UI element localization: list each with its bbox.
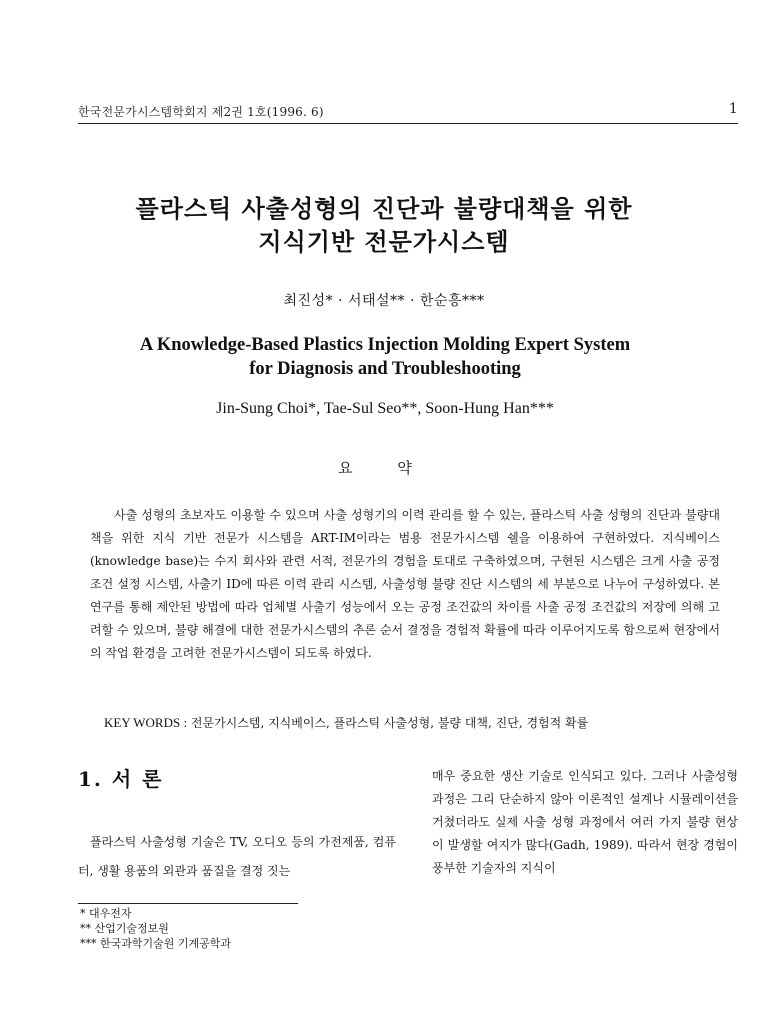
keywords xyxy=(104,714,724,731)
keywords-value: 전문가시스템, 지식베이스, 플라스틱 사출성형, 불량 대책, 진단, 경험적 확률 xyxy=(190,716,589,730)
english-title xyxy=(60,333,710,381)
footnote-1: * 대우전자 xyxy=(80,907,132,920)
running-header xyxy=(78,103,738,120)
korean-authors: 최진성* · 서태설** · 한순흥*** xyxy=(283,293,485,309)
body-column-right xyxy=(432,765,738,880)
abstract-heading: 요 약 xyxy=(338,459,432,477)
body-column-left xyxy=(78,828,396,886)
page-number: 1 xyxy=(728,101,738,117)
english-title-line-1: A Knowledge-Based Plastics Injection Molding Expert System xyxy=(139,335,631,355)
footnote-3: *** 한국과학기술원 기계공학과 xyxy=(80,937,232,950)
abstract-body xyxy=(90,504,720,665)
korean-title xyxy=(60,193,708,259)
section-heading-introduction: 1. 서 론 xyxy=(78,767,164,791)
body-paragraph-right: 매우 중요한 생산 기술로 인식되고 있다. 그러나 사출성형 과정은 그리 단순하지 않아 이론적인 설계나 시뮬레이션을 거쳤더라도 실제 사출 성형 과정에서 여러 가지 불량 현상이 발생할 여지가 많다(Gadh, 1989). 따라서 현장 경험이 풍부한 기술자의 지식이 xyxy=(432,769,738,875)
korean-title-line-2: 지식기반 전문가시스템 xyxy=(258,228,510,256)
footnote-2: ** 산업기술정보원 xyxy=(80,922,169,935)
journal-citation: 한국전문가시스템학회지 제2권 1호(1996. 6) xyxy=(78,105,324,119)
english-title-line-2: for Diagnosis and Troubleshooting xyxy=(249,359,521,379)
header-rule xyxy=(78,123,738,124)
footnotes xyxy=(80,906,380,951)
abstract-paragraph: 사출 성형의 초보자도 이용할 수 있으며 사출 성형기의 이력 관리를 할 수 있는, 플라스틱 사출 성형의 진단과 불량대책을 위한 지식 기반 전문가 시스템을 ART-IM이라는 범용 전문가시스템 쉘을 이용하여 구현하였다. 지식베이스(knowledge base)는 수지 회사와 관련 서적, 전문가의 경험을 토대로 구축하였으며, 구현된 시스템은 크게 사출 공정 조건 설정 시스템, 사출기 ID에 따른 이력 관리 시스템, 사출성형 불량 진단 시스템의 세 부분으로 나누어 구성하였다. 본 연구를 통해 제안된 방법에 따라 업체별 사출기 성능에서 오는 공정 조건값의 차이를 사출 공정 조건값의 저장에 의해 고려할 수 있으며, 불량 해결에 대한 전문가시스템의 추론 순서 결정을 경험적 확률에 따라 이루어지도록 함으로써 현장에서의 작업 환경을 고려한 전문가시스템이 되도록 하였다. xyxy=(90,508,720,660)
korean-title-line-1: 플라스틱 사출성형의 진단과 불량대책을 위한 xyxy=(135,195,633,223)
english-authors: Jin-Sung Choi*, Tae-Sul Seo**, Soon-Hung Han*** xyxy=(216,400,554,417)
body-paragraph-left: 플라스틱 사출성형 기술은 TV, 오디오 등의 가전제품, 컴퓨터, 생활 용품의 외관과 품질을 결정 짓는 xyxy=(78,835,396,878)
keywords-label: KEY WORDS : xyxy=(104,715,188,730)
footnote-rule xyxy=(78,903,298,904)
